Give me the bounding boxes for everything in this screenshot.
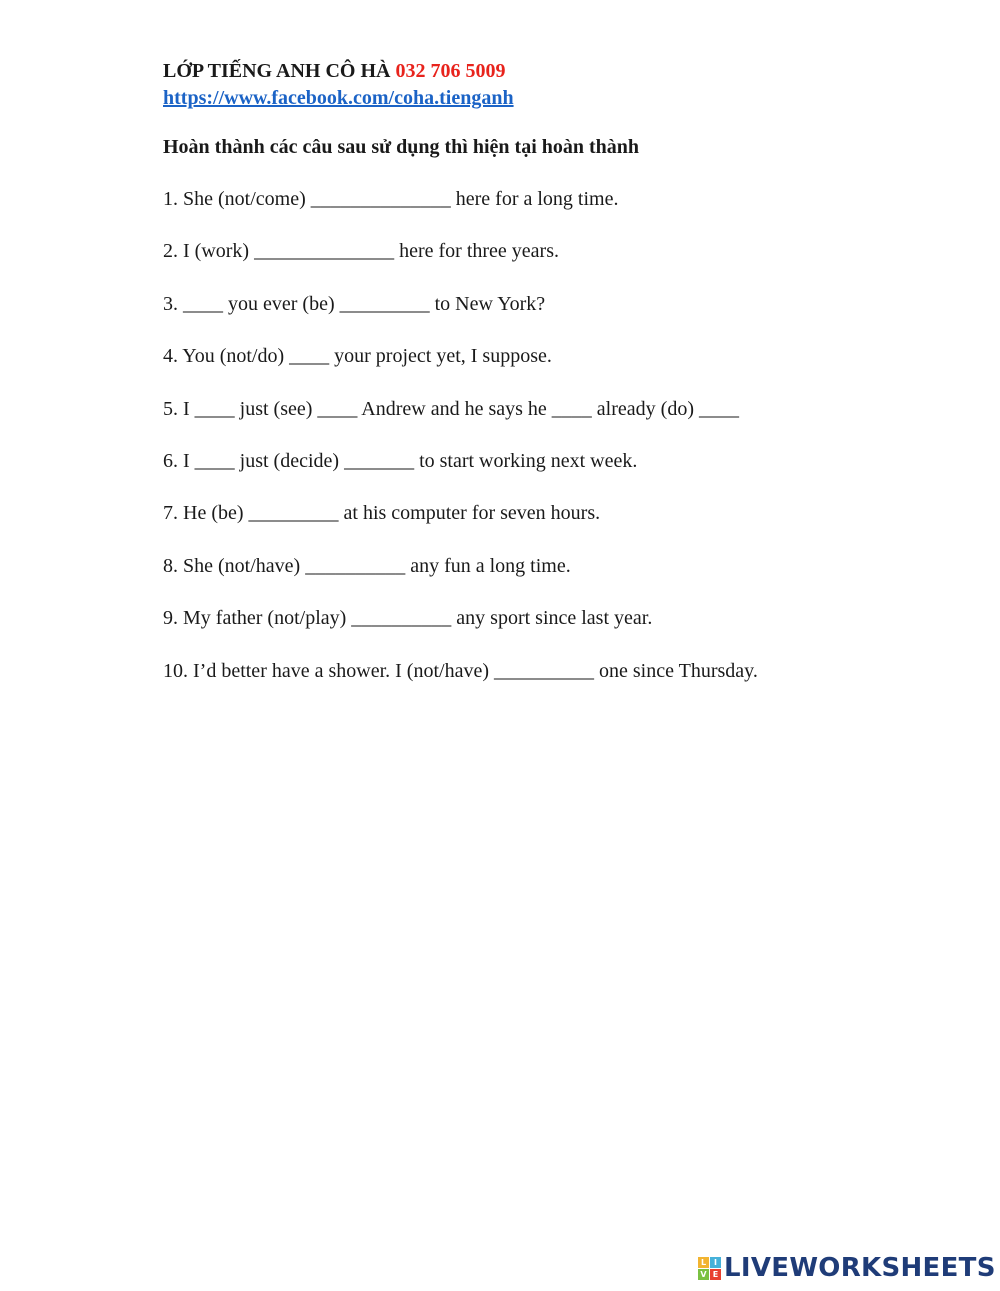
question-item: 2. I (work) ______________ here for three years. bbox=[163, 240, 559, 263]
instruction-text: Hoàn thành các câu sau sử dụng thì hiện tại hoàn thành bbox=[163, 136, 640, 158]
logo-block: E bbox=[710, 1269, 721, 1280]
question-item: 1. She (not/come) ______________ here for a long time. bbox=[163, 188, 619, 210]
question-item: 5. I ____ just (see) ____ Andrew and he says he ____ already (do) ____ bbox=[163, 397, 739, 420]
worksheet-header bbox=[163, 58, 514, 112]
question-item: 3. ____ you ever (be) _________ to New York? bbox=[163, 292, 546, 315]
phone-number: 032 706 5009 bbox=[395, 60, 506, 82]
logo-text: LIVEWORKSHEETS bbox=[724, 1253, 996, 1283]
header-link-line bbox=[163, 85, 514, 112]
question-item: 10. I’d better have a shower. I (not/have) __________ one since Thursday. bbox=[163, 659, 758, 682]
question-item: 4. You (not/do) ____ your project yet, I suppose. bbox=[163, 345, 552, 368]
question-item: 9. My father (not/play) __________ any sport since last year. bbox=[163, 607, 653, 630]
question-item: 6. I ____ just (decide) _______ to start working next week. bbox=[163, 449, 638, 472]
liveworksheets-logo bbox=[698, 1253, 996, 1283]
logo-block: V bbox=[698, 1269, 709, 1280]
question-list bbox=[163, 184, 758, 708]
facebook-link[interactable]: https://www.facebook.com/coha.tienganh bbox=[163, 87, 514, 109]
class-title: LỚP TIẾNG ANH CÔ HÀ bbox=[163, 60, 391, 82]
question-item: 8. She (not/have) __________ any fun a long time. bbox=[163, 554, 571, 577]
logo-block: I bbox=[710, 1257, 721, 1268]
question-item: 7. He (be) _________ at his computer for seven hours. bbox=[163, 502, 601, 525]
logo-blocks-icon bbox=[698, 1257, 721, 1280]
logo-block: L bbox=[698, 1257, 709, 1268]
header-title-line bbox=[163, 58, 514, 85]
